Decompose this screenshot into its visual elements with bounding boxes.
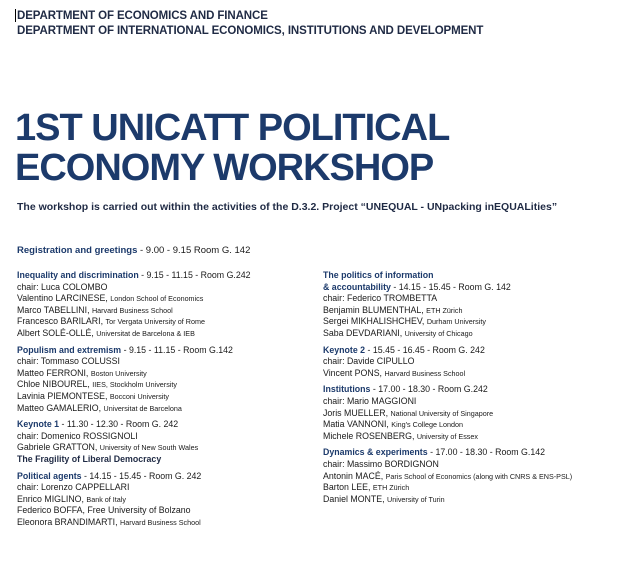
speaker-name: Michele ROSENBERG, [323, 430, 417, 441]
session-keynote-2 [323, 345, 622, 380]
speaker-name: Matteo GAMALERIO, [17, 402, 104, 413]
session-heading [17, 270, 312, 282]
speaker-name: Chloe NIBOUREL, [17, 379, 93, 390]
speaker [323, 305, 622, 317]
keynote-talk-title: The Fragility of Liberal Democracy [17, 453, 162, 464]
session-chair: chair: Tommaso COLUSSI [17, 356, 120, 367]
speaker [17, 505, 312, 517]
speaker-name: Benjamin BLUMENTHAL, [323, 304, 427, 315]
speaker [17, 293, 312, 305]
session-title: Dynamics & experiments [323, 447, 428, 458]
speaker [323, 328, 622, 340]
registration-line [17, 245, 250, 256]
session-heading [17, 345, 312, 357]
session-inequality [17, 270, 312, 340]
speaker [17, 328, 312, 340]
subtitle: The workshop is carried out within the activities of the D.3.2. Project “UNEQUAL - UNpacking inEQUALities” [17, 201, 558, 213]
speaker-name: Valentino LARCINESE, [17, 293, 111, 304]
speaker-name: Sergei MIKHALISHCHEV, [323, 316, 427, 327]
session-time: - 17.00 - 18.30 - Room G.242 [370, 384, 488, 395]
session-title: Inequality and discrimination [17, 270, 139, 280]
speaker-affiliation: ETH Zürich [426, 305, 463, 315]
speaker-name: Matteo FERRONI, [17, 367, 91, 378]
speaker [17, 305, 312, 317]
session-title: Keynote 1 [17, 419, 60, 430]
session-title: & accountability [323, 281, 391, 292]
speaker [17, 494, 312, 506]
speaker-affiliation: University of Turin [387, 494, 445, 504]
speaker-affiliation: Harvard Business School [91, 305, 173, 315]
text-cursor [15, 9, 16, 22]
session-chair: chair: Massimo BORDIGNON [323, 458, 439, 469]
speaker-name: Vincent PONS, [323, 367, 385, 378]
session-chair: chair: Federico TROMBETTA [323, 293, 438, 304]
speaker-affiliation: Universitat de Barcelona & IEB [96, 328, 195, 338]
speaker [323, 431, 622, 443]
speaker-affiliation: University of Chicago [404, 328, 473, 338]
speaker-affiliation: Universitat de Barcelona [103, 403, 182, 413]
speaker-name: Francesco BARILARI, [17, 316, 106, 327]
speaker-name: Saba DEVDARIANI, [323, 327, 405, 338]
registration-label: Registration and greetings [17, 245, 138, 256]
session-title: Keynote 2 [323, 344, 366, 355]
speaker-affiliation: Harvard Business School [384, 368, 466, 378]
speaker-affiliation: King's College London [391, 420, 463, 430]
program-right-column [323, 270, 622, 510]
speaker [17, 316, 312, 328]
speaker [323, 419, 622, 431]
speaker-name: Marco TABELLINI, [17, 304, 92, 315]
session-institutions [323, 384, 622, 442]
session-heading [323, 345, 622, 357]
speaker-name: Eleonora BRANDIMARTI, [17, 516, 120, 527]
title-line-2: ECONOMY WORKSHOP [15, 147, 434, 189]
session-populism [17, 345, 312, 415]
session-keynote-1 [17, 419, 312, 465]
speaker-affiliation: Harvard Business School [120, 517, 201, 527]
speaker [323, 494, 622, 506]
speaker-affiliation: ETH Zürich [372, 483, 410, 493]
speaker [323, 368, 622, 380]
speaker [17, 403, 312, 415]
speaker-affiliation: London School of Economics [110, 294, 204, 304]
speaker [17, 391, 312, 403]
session-time: - 17.00 - 18.30 - Room G.142 [427, 447, 545, 458]
session-heading [17, 419, 312, 431]
session-time: - 9.15 - 11.15 - Room G.242 [138, 270, 251, 280]
session-title: Political agents [17, 470, 82, 481]
session-chair: chair: Lorenzo CAPPELLARI [17, 482, 130, 493]
speaker-affiliation: University of New South Wales [99, 443, 199, 453]
speaker-affiliation: Boston University [90, 368, 147, 378]
speaker-affiliation: Paris School of Economics (along with CNRS & ENS-PSL) [385, 471, 573, 481]
speaker [323, 408, 622, 420]
speaker-name: Albert SOLÉ-OLLÉ, [17, 327, 97, 338]
department-line-1: DEPARTMENT OF ECONOMICS AND FINANCE [17, 10, 268, 22]
title-line-1: 1ST UNICATT POLITICAL [15, 107, 450, 149]
session-time: - 14.15 - 15.45 - Room G. 142 [390, 281, 511, 292]
speaker [323, 471, 622, 483]
speaker-name: Barton LEE, [323, 482, 373, 493]
speaker-name: Federico BOFFA, [17, 505, 88, 516]
speaker-name: Daniel MONTE, [323, 493, 388, 504]
session-time: - 9.15 - 11.15 - Room G.142 [121, 344, 233, 355]
speaker-affiliation: Durham University [426, 317, 486, 327]
speaker [17, 379, 312, 391]
registration-time: - 9.00 - 9.15 Room G. 142 [137, 245, 251, 256]
session-heading [17, 471, 312, 483]
session-chair: chair: Mario MAGGIONI [323, 395, 417, 406]
session-heading-line-2 [323, 282, 622, 294]
speaker-name: Enrico MIGLINO, [17, 493, 87, 504]
workshop-title [15, 108, 449, 188]
session-political-agents [17, 471, 312, 529]
speaker-affiliation: Bank of Italy [86, 494, 126, 504]
department-line-2: DEPARTMENT OF INTERNATIONAL ECONOMICS, INSTITUTIONS AND DEVELOPMENT [17, 25, 484, 37]
session-title: Populism and extremism [17, 344, 122, 355]
session-chair: chair: Luca COLOMBO [17, 281, 108, 292]
speaker-name: Lavinia PIEMONTESE, [17, 390, 110, 401]
speaker-affiliation: Tor Vergata University of Rome [105, 317, 205, 327]
speaker [323, 316, 622, 328]
speaker-affiliation: IIES, Stockholm University [92, 380, 177, 390]
speaker-affiliation: Bocconi University [109, 391, 170, 401]
session-heading-line-1: The politics of information [323, 270, 434, 280]
program-left-column [17, 270, 312, 533]
speaker [17, 368, 312, 380]
session-title: Institutions [323, 384, 371, 395]
session-chair: chair: Domenico ROSSIGNOLI [17, 430, 138, 441]
speaker-name: Gabriele GRATTON, [17, 442, 100, 453]
speaker-name: Matia VANNONI, [323, 419, 392, 430]
session-time: - 15.45 - 16.45 - Room G. 242 [365, 344, 485, 355]
speaker-affiliation: University of Essex [416, 431, 478, 441]
session-politics-of-information [323, 270, 622, 340]
session-heading [323, 384, 622, 396]
speaker-name: Joris MUELLER, [323, 407, 391, 418]
speaker [17, 517, 312, 529]
speaker-affiliation: National University of Singapore [390, 408, 494, 418]
speaker-affiliation: Free University of Bolzano [87, 505, 191, 516]
speaker-name: Antonin MACÉ, [323, 470, 386, 481]
speaker [323, 482, 622, 494]
speaker [17, 442, 312, 454]
session-heading [323, 447, 622, 459]
session-time: - 11.30 - 12.30 - Room G. 242 [59, 419, 179, 430]
session-dynamics-experiments [323, 447, 622, 505]
session-time: - 14.15 - 15.45 - Room G. 242 [81, 470, 202, 481]
session-chair: chair: Davide CIPULLO [323, 356, 415, 367]
